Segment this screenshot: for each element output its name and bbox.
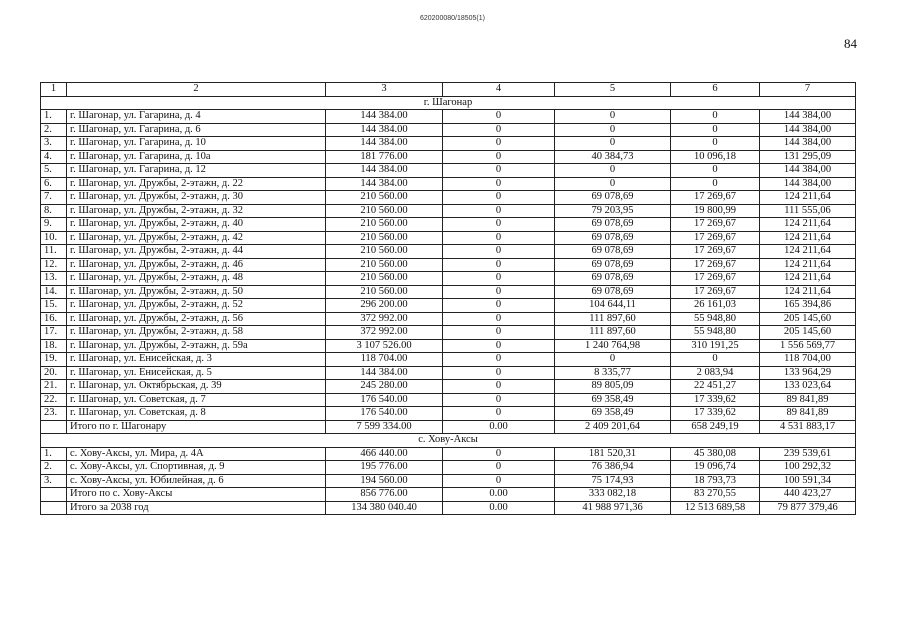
cell-col-6: 17 269,67 <box>671 258 760 272</box>
cell-col-6: 2 083,94 <box>671 366 760 380</box>
cell-col-7: 131 295,09 <box>760 150 856 164</box>
table-row <box>41 407 856 421</box>
cell-col-2: г. Шагонар, ул. Гагарина, д. 12 <box>67 164 326 178</box>
cell-col-3: 856 776.00 <box>326 488 443 502</box>
cell-col-7: 205 145,60 <box>760 312 856 326</box>
table-row <box>41 231 856 245</box>
cell-col-1: 1. <box>41 110 67 124</box>
cell-col-7: 111 555,06 <box>760 204 856 218</box>
cell-col-2: г. Шагонар, ул. Гагарина, д. 10а <box>67 150 326 164</box>
cell-col-3: 176 540.00 <box>326 393 443 407</box>
table-row <box>41 137 856 151</box>
cell-col-1: 18. <box>41 339 67 353</box>
cell-col-1: 7. <box>41 191 67 205</box>
cell-col-2: с. Хову-Аксы, ул. Спортивная, д. 9 <box>67 461 326 475</box>
cell-col-4: 0 <box>443 339 555 353</box>
table-row <box>41 326 856 340</box>
cell-col-2: г. Шагонар, ул. Дружбы, 2-этажн, д. 58 <box>67 326 326 340</box>
cell-col-1: 16. <box>41 312 67 326</box>
cell-col-3: 296 200.00 <box>326 299 443 313</box>
cell-col-4: 0 <box>443 380 555 394</box>
cell-col-7: 165 394,86 <box>760 299 856 313</box>
cell-col-6: 19 096,74 <box>671 461 760 475</box>
table-row <box>41 474 856 488</box>
cell-col-2: г. Шагонар, ул. Советская, д. 8 <box>67 407 326 421</box>
cell-col-2: г. Шагонар, ул. Дружбы, 2-этажн, д. 59а <box>67 339 326 353</box>
cell-col-3: 3 <box>326 83 443 97</box>
table-body <box>41 83 856 515</box>
cell-col-5: 89 805,09 <box>555 380 671 394</box>
cell-col-5: 111 897,60 <box>555 326 671 340</box>
cell-col-3: 3 107 526.00 <box>326 339 443 353</box>
cell-col-2: г. Шагонар, ул. Енисейская, д. 5 <box>67 366 326 380</box>
cell-col-7: 124 211,64 <box>760 285 856 299</box>
cell-col-7: 133 964,29 <box>760 366 856 380</box>
cell-col-3: 210 560.00 <box>326 231 443 245</box>
cell-col-6: 0 <box>671 164 760 178</box>
cell-col-1 <box>41 488 67 502</box>
cell-col-6: 0 <box>671 353 760 367</box>
cell-col-1: 17. <box>41 326 67 340</box>
cell-col-5: 0 <box>555 177 671 191</box>
cell-col-2: г. Шагонар, ул. Дружбы, 2-этажн, д. 46 <box>67 258 326 272</box>
cell-col-1: 1. <box>41 447 67 461</box>
cell-col-1: 10. <box>41 231 67 245</box>
cell-col-5: 40 384,73 <box>555 150 671 164</box>
cell-col-6: 19 800,99 <box>671 204 760 218</box>
cell-col-1: 8. <box>41 204 67 218</box>
cell-col-6: 17 269,67 <box>671 245 760 259</box>
cell-col-7: 124 211,64 <box>760 245 856 259</box>
cell-col-2: г. Шагонар, ул. Дружбы, 2-этажн, д. 32 <box>67 204 326 218</box>
cell-col-7: 89 841,89 <box>760 393 856 407</box>
cell-col-1: 19. <box>41 353 67 367</box>
page-number: 84 <box>844 36 857 51</box>
table-row <box>41 393 856 407</box>
cell-col-5: 69 078,69 <box>555 285 671 299</box>
cell-col-6: 55 948,80 <box>671 326 760 340</box>
cell-col-1: 3. <box>41 137 67 151</box>
cell-col-7: 144 384,00 <box>760 137 856 151</box>
cell-col-1: 23. <box>41 407 67 421</box>
table-row <box>41 312 856 326</box>
cell-col-5: 69 078,69 <box>555 231 671 245</box>
cell-col-3: 210 560.00 <box>326 204 443 218</box>
cell-col-7: 100 591,34 <box>760 474 856 488</box>
cell-col-4: 0 <box>443 461 555 475</box>
cell-col-2: г. Шагонар, ул. Енисейская, д. 3 <box>67 353 326 367</box>
cell-col-6: 0 <box>671 137 760 151</box>
cell-col-4: 0 <box>443 393 555 407</box>
table-row <box>41 150 856 164</box>
cell-col-4: 0 <box>443 218 555 232</box>
cell-col-3: 181 776.00 <box>326 150 443 164</box>
cell-col-6: 17 269,67 <box>671 272 760 286</box>
cell-col-6: 17 269,67 <box>671 231 760 245</box>
cell-col-4: 0 <box>443 204 555 218</box>
table-row <box>41 177 856 191</box>
cell-col-1: 9. <box>41 218 67 232</box>
cell-col-7: 1 556 569,77 <box>760 339 856 353</box>
cell-col-3: 144 384.00 <box>326 123 443 137</box>
cell-col-6: 12 513 689,58 <box>671 501 760 515</box>
cell-col-7: 124 211,64 <box>760 272 856 286</box>
cell-col-3: 195 776.00 <box>326 461 443 475</box>
cell-col-2: г. Шагонар, ул. Советская, д. 7 <box>67 393 326 407</box>
table-row <box>41 299 856 313</box>
cell-col-7: 79 877 379,46 <box>760 501 856 515</box>
cell-col-5: 2 409 201,64 <box>555 420 671 434</box>
cell-col-7: 100 292,32 <box>760 461 856 475</box>
cell-col-6: 17 339,62 <box>671 407 760 421</box>
table-row <box>41 285 856 299</box>
cell-col-7: 144 384,00 <box>760 110 856 124</box>
cell-col-4: 0 <box>443 326 555 340</box>
cell-col-2: г. Шагонар, ул. Октябрьская, д. 39 <box>67 380 326 394</box>
cell-col-2: г. Шагонар, ул. Гагарина, д. 4 <box>67 110 326 124</box>
section-title: г. Шагонар <box>41 96 856 110</box>
cell-col-4: 0 <box>443 123 555 137</box>
table-row <box>41 353 856 367</box>
cell-col-1: 11. <box>41 245 67 259</box>
cell-col-4: 0 <box>443 231 555 245</box>
table-row <box>41 366 856 380</box>
cell-col-3: 144 384.00 <box>326 110 443 124</box>
table-row <box>41 258 856 272</box>
cell-col-4: 0 <box>443 110 555 124</box>
cell-col-1: 2. <box>41 123 67 137</box>
table-row <box>41 272 856 286</box>
cell-col-7: 124 211,64 <box>760 218 856 232</box>
cell-col-3: 7 599 334.00 <box>326 420 443 434</box>
cell-col-1: 12. <box>41 258 67 272</box>
section-header-row <box>41 434 856 448</box>
cell-col-2: г. Шагонар, ул. Дружбы, 2-этажн, д. 52 <box>67 299 326 313</box>
cell-col-4: 0.00 <box>443 488 555 502</box>
cell-col-5: 0 <box>555 164 671 178</box>
cell-col-5: 75 174,93 <box>555 474 671 488</box>
cell-col-5: 76 386,94 <box>555 461 671 475</box>
cell-col-3: 372 992.00 <box>326 312 443 326</box>
cell-col-4: 0.00 <box>443 420 555 434</box>
cell-col-6: 17 269,67 <box>671 191 760 205</box>
cell-col-7: 124 211,64 <box>760 231 856 245</box>
cell-col-6: 22 451,27 <box>671 380 760 394</box>
header-row <box>41 83 856 97</box>
cell-col-3: 210 560.00 <box>326 245 443 259</box>
cell-col-3: 210 560.00 <box>326 285 443 299</box>
table-row <box>41 110 856 124</box>
cell-col-5: 111 897,60 <box>555 312 671 326</box>
cell-col-2: г. Шагонар, ул. Дружбы, 2-этажн, д. 40 <box>67 218 326 232</box>
cell-col-5: 104 644,11 <box>555 299 671 313</box>
cell-col-5: 79 203,95 <box>555 204 671 218</box>
cell-col-3: 210 560.00 <box>326 218 443 232</box>
cell-col-3: 466 440.00 <box>326 447 443 461</box>
cell-col-7: 7 <box>760 83 856 97</box>
cell-col-1: 13. <box>41 272 67 286</box>
cell-col-4: 0 <box>443 272 555 286</box>
cell-col-5: 69 358,49 <box>555 393 671 407</box>
cell-col-6: 0 <box>671 123 760 137</box>
table-row <box>41 447 856 461</box>
cell-col-4: 0 <box>443 177 555 191</box>
cell-col-6: 55 948,80 <box>671 312 760 326</box>
cell-col-1: 14. <box>41 285 67 299</box>
cell-col-6: 83 270,55 <box>671 488 760 502</box>
cell-col-3: 210 560.00 <box>326 272 443 286</box>
cell-col-2: г. Шагонар, ул. Дружбы, 2-этажн, д. 42 <box>67 231 326 245</box>
cell-col-4: 0 <box>443 299 555 313</box>
cell-col-4: 0 <box>443 312 555 326</box>
cell-col-2: 2 <box>67 83 326 97</box>
cell-col-1: 15. <box>41 299 67 313</box>
cell-col-5: 5 <box>555 83 671 97</box>
cell-col-4: 4 <box>443 83 555 97</box>
cell-col-5: 69 078,69 <box>555 272 671 286</box>
cell-col-7: 144 384,00 <box>760 164 856 178</box>
cell-col-3: 134 380 040.40 <box>326 501 443 515</box>
cell-col-4: 0 <box>443 447 555 461</box>
cell-col-2: г. Шагонар, ул. Дружбы, 2-этажн, д. 44 <box>67 245 326 259</box>
cell-col-7: 205 145,60 <box>760 326 856 340</box>
cell-col-6: 17 339,62 <box>671 393 760 407</box>
cell-col-5: 1 240 764,98 <box>555 339 671 353</box>
cell-col-5: 181 520,31 <box>555 447 671 461</box>
cell-col-2: г. Шагонар, ул. Дружбы, 2-этажн, д. 48 <box>67 272 326 286</box>
cell-col-6: 45 380,08 <box>671 447 760 461</box>
cell-col-3: 372 992.00 <box>326 326 443 340</box>
cell-col-6: 10 096,18 <box>671 150 760 164</box>
table-row <box>41 191 856 205</box>
cell-col-7: 4 531 883,17 <box>760 420 856 434</box>
cell-col-7: 144 384,00 <box>760 177 856 191</box>
cell-col-6: 0 <box>671 177 760 191</box>
cell-col-4: 0 <box>443 150 555 164</box>
cell-col-4: 0 <box>443 258 555 272</box>
cell-col-4: 0 <box>443 366 555 380</box>
cell-col-4: 0 <box>443 285 555 299</box>
cell-col-2: г. Шагонар, ул. Дружбы, 2-этажн, д. 30 <box>67 191 326 205</box>
cell-col-1: 20. <box>41 366 67 380</box>
cell-col-5: 41 988 971,36 <box>555 501 671 515</box>
cell-col-5: 0 <box>555 123 671 137</box>
table-row <box>41 164 856 178</box>
cell-col-6: 310 191,25 <box>671 339 760 353</box>
cell-col-3: 245 280.00 <box>326 380 443 394</box>
cell-col-6: 26 161,03 <box>671 299 760 313</box>
cell-col-7: 89 841,89 <box>760 407 856 421</box>
cell-col-4: 0.00 <box>443 501 555 515</box>
cell-col-5: 333 082,18 <box>555 488 671 502</box>
cell-col-7: 124 211,64 <box>760 191 856 205</box>
cell-col-1: 4. <box>41 150 67 164</box>
cell-col-1 <box>41 501 67 515</box>
cell-col-3: 210 560.00 <box>326 191 443 205</box>
data-table <box>40 82 856 515</box>
cell-col-7: 118 704,00 <box>760 353 856 367</box>
cell-col-2: г. Шагонар, ул. Гагарина, д. 10 <box>67 137 326 151</box>
cell-col-5: 8 335,77 <box>555 366 671 380</box>
cell-col-1: 3. <box>41 474 67 488</box>
cell-col-3: 144 384.00 <box>326 366 443 380</box>
cell-col-6: 0 <box>671 110 760 124</box>
cell-col-1: 21. <box>41 380 67 394</box>
cell-col-3: 210 560.00 <box>326 258 443 272</box>
cell-col-2: г. Шагонар, ул. Дружбы, 2-этажн, д. 50 <box>67 285 326 299</box>
cell-col-1: 1 <box>41 83 67 97</box>
cell-col-7: 440 423,27 <box>760 488 856 502</box>
cell-col-5: 69 358,49 <box>555 407 671 421</box>
cell-col-7: 239 539,61 <box>760 447 856 461</box>
section-title: с. Хову-Аксы <box>41 434 856 448</box>
cell-col-5: 0 <box>555 353 671 367</box>
cell-col-7: 124 211,64 <box>760 258 856 272</box>
cell-col-6: 658 249,19 <box>671 420 760 434</box>
cell-col-3: 144 384.00 <box>326 177 443 191</box>
cell-col-6: 6 <box>671 83 760 97</box>
cell-col-4: 0 <box>443 353 555 367</box>
cell-col-5: 0 <box>555 110 671 124</box>
cell-col-5: 69 078,69 <box>555 245 671 259</box>
cell-col-2: с. Хову-Аксы, ул. Юбилейная, д. 6 <box>67 474 326 488</box>
cell-col-2: Итого по г. Шагонару <box>67 420 326 434</box>
cell-col-1: 2. <box>41 461 67 475</box>
cell-col-4: 0 <box>443 164 555 178</box>
cell-col-4: 0 <box>443 191 555 205</box>
cell-col-5: 69 078,69 <box>555 258 671 272</box>
cell-col-3: 176 540.00 <box>326 407 443 421</box>
cell-col-6: 17 269,67 <box>671 285 760 299</box>
section-header-row <box>41 96 856 110</box>
cell-col-3: 194 560.00 <box>326 474 443 488</box>
cell-col-7: 133 023,64 <box>760 380 856 394</box>
cell-col-2: Итого по с. Хову-Аксы <box>67 488 326 502</box>
cell-col-4: 0 <box>443 474 555 488</box>
cell-col-7: 144 384,00 <box>760 123 856 137</box>
cell-col-2: г. Шагонар, ул. Дружбы, 2-этажн, д. 22 <box>67 177 326 191</box>
cell-col-1 <box>41 420 67 434</box>
cell-col-3: 118 704.00 <box>326 353 443 367</box>
cell-col-2: г. Шагонар, ул. Гагарина, д. 6 <box>67 123 326 137</box>
subtotal-row <box>41 420 856 434</box>
cell-col-3: 144 384.00 <box>326 137 443 151</box>
cell-col-6: 18 793,73 <box>671 474 760 488</box>
table-row <box>41 339 856 353</box>
table-row <box>41 461 856 475</box>
cell-col-5: 69 078,69 <box>555 191 671 205</box>
table-row <box>41 380 856 394</box>
cell-col-2: Итого за 2038 год <box>67 501 326 515</box>
cell-col-4: 0 <box>443 245 555 259</box>
cell-col-1: 6. <box>41 177 67 191</box>
cell-col-2: с. Хову-Аксы, ул. Мира, д. 4А <box>67 447 326 461</box>
subtotal-row <box>41 488 856 502</box>
cell-col-5: 0 <box>555 137 671 151</box>
table-row <box>41 204 856 218</box>
cell-col-1: 22. <box>41 393 67 407</box>
cell-col-1: 5. <box>41 164 67 178</box>
grand-total-row <box>41 501 856 515</box>
document-id: 620200080/18505(1) <box>419 15 485 22</box>
cell-col-2: г. Шагонар, ул. Дружбы, 2-этажн, д. 56 <box>67 312 326 326</box>
cell-col-4: 0 <box>443 137 555 151</box>
table-row <box>41 123 856 137</box>
cell-col-6: 17 269,67 <box>671 218 760 232</box>
cell-col-4: 0 <box>443 407 555 421</box>
table-row <box>41 245 856 259</box>
cell-col-3: 144 384.00 <box>326 164 443 178</box>
table-row <box>41 218 856 232</box>
cell-col-5: 69 078,69 <box>555 218 671 232</box>
